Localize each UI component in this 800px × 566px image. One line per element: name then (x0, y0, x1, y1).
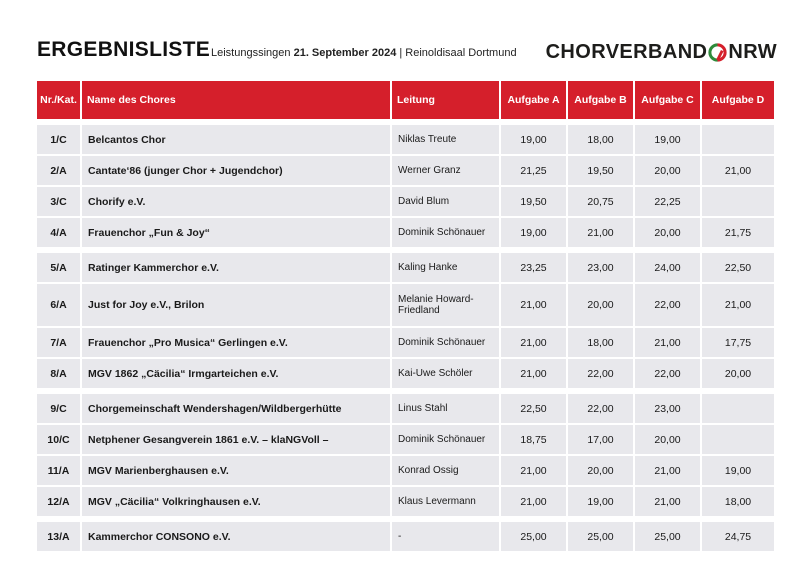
cell-aufgabe-b: 22,00 (568, 359, 635, 394)
cell-leitung: Dominik Schönauer (392, 218, 501, 253)
cell-choir-name: Frauenchor „Pro Musica“ Gerlingen e.V. (82, 328, 392, 359)
cell-aufgabe-a: 23,25 (501, 253, 568, 284)
cell-aufgabe-b: 18,00 (568, 119, 635, 156)
cell-aufgabe-c: 21,00 (635, 328, 702, 359)
cell-leitung: - (392, 522, 501, 553)
col-header-aufgabe-a: Aufgabe A (501, 81, 568, 119)
cell-choir-name: Cantate‘86 (junger Chor + Jugendchor) (82, 156, 392, 187)
cell-nr: 3/C (37, 187, 82, 218)
cell-aufgabe-a: 25,00 (501, 522, 568, 553)
cell-choir-name: MGV 1862 „Cäcilia“ Irmgarteichen e.V. (82, 359, 392, 394)
cell-aufgabe-c: 22,25 (635, 187, 702, 218)
event-name: Leistungssingen (211, 47, 291, 59)
cell-nr: 8/A (37, 359, 82, 394)
cell-choir-name: Frauenchor „Fun & Joy“ (82, 218, 392, 253)
cell-aufgabe-a: 21,25 (501, 156, 568, 187)
cell-nr: 6/A (37, 284, 82, 328)
header (37, 38, 777, 72)
cell-aufgabe-b: 18,00 (568, 328, 635, 359)
col-header-name: Name des Chores (82, 81, 392, 119)
col-header-aufgabe-c: Aufgabe C (635, 81, 702, 119)
cell-aufgabe-b: 21,00 (568, 218, 635, 253)
cell-aufgabe-b: 23,00 (568, 253, 635, 284)
table-row (37, 156, 774, 187)
cell-aufgabe-c: 25,00 (635, 522, 702, 553)
event-date: 21. September 2024 (293, 47, 397, 59)
page-subtitle (211, 47, 517, 59)
cell-aufgabe-d (702, 187, 774, 218)
cell-aufgabe-c: 21,00 (635, 487, 702, 522)
cell-aufgabe-a: 21,00 (501, 284, 568, 328)
cell-aufgabe-c: 22,00 (635, 284, 702, 328)
cell-aufgabe-d: 24,75 (702, 522, 774, 553)
cell-aufgabe-b: 20,00 (568, 456, 635, 487)
table-row (37, 119, 774, 156)
table-body (37, 119, 774, 553)
cell-leitung: David Blum (392, 187, 501, 218)
cell-aufgabe-a: 19,00 (501, 119, 568, 156)
col-header-nr: Nr./Kat. (37, 81, 82, 119)
cell-leitung: Kaling Hanke (392, 253, 501, 284)
cell-leitung: Niklas Treute (392, 119, 501, 156)
cell-leitung: Kai-Uwe Schöler (392, 359, 501, 394)
logo-ring-icon (708, 43, 727, 62)
cell-leitung: Konrad Ossig (392, 456, 501, 487)
cell-aufgabe-a: 19,50 (501, 187, 568, 218)
table-row (37, 359, 774, 394)
col-header-aufgabe-b: Aufgabe B (568, 81, 635, 119)
cell-leitung: Linus Stahl (392, 394, 501, 425)
table-row (37, 456, 774, 487)
logo-text-right: NRW (728, 40, 777, 63)
cell-aufgabe-d (702, 425, 774, 456)
cell-choir-name: MGV „Cäcilia“ Volkringhausen e.V. (82, 487, 392, 522)
table-header-row (37, 81, 774, 119)
table-row (37, 425, 774, 456)
cell-aufgabe-b: 20,75 (568, 187, 635, 218)
cell-aufgabe-a: 21,00 (501, 487, 568, 522)
cell-aufgabe-a: 21,00 (501, 456, 568, 487)
table-row (37, 253, 774, 284)
table-row (37, 218, 774, 253)
logo-text-left: CHORVERBAND (545, 40, 708, 63)
cell-aufgabe-d (702, 119, 774, 156)
cell-choir-name: MGV Marienberghausen e.V. (82, 456, 392, 487)
cell-aufgabe-d (702, 394, 774, 425)
cell-choir-name: Ratinger Kammerchor e.V. (82, 253, 392, 284)
cell-aufgabe-a: 19,00 (501, 218, 568, 253)
table-row (37, 522, 774, 553)
table-row (37, 394, 774, 425)
cell-nr: 13/A (37, 522, 82, 553)
cell-nr: 1/C (37, 119, 82, 156)
cell-choir-name: Belcantos Chor (82, 119, 392, 156)
cell-aufgabe-c: 22,00 (635, 359, 702, 394)
cell-nr: 5/A (37, 253, 82, 284)
cell-aufgabe-b: 25,00 (568, 522, 635, 553)
cell-choir-name: Just for Joy e.V., Brilon (82, 284, 392, 328)
cell-aufgabe-d: 22,50 (702, 253, 774, 284)
cell-aufgabe-c: 20,00 (635, 218, 702, 253)
cell-leitung: Klaus Levermann (392, 487, 501, 522)
table-row (37, 487, 774, 522)
cell-aufgabe-c: 23,00 (635, 394, 702, 425)
cell-aufgabe-b: 19,00 (568, 487, 635, 522)
results-table (37, 81, 774, 553)
cell-choir-name: Kammerchor CONSONO e.V. (82, 522, 392, 553)
cell-nr: 4/A (37, 218, 82, 253)
cell-nr: 10/C (37, 425, 82, 456)
cell-leitung: Werner Granz (392, 156, 501, 187)
cell-aufgabe-d: 20,00 (702, 359, 774, 394)
col-header-leitung: Leitung (392, 81, 501, 119)
cell-choir-name: Netphener Gesangverein 1861 e.V. – klaNGVoll – (82, 425, 392, 456)
cell-leitung: Dominik Schönauer (392, 328, 501, 359)
chorverband-logo (546, 38, 777, 66)
cell-aufgabe-c: 21,00 (635, 456, 702, 487)
cell-aufgabe-d: 19,00 (702, 456, 774, 487)
cell-aufgabe-a: 21,00 (501, 328, 568, 359)
cell-aufgabe-b: 19,50 (568, 156, 635, 187)
cell-aufgabe-a: 21,00 (501, 359, 568, 394)
cell-aufgabe-b: 20,00 (568, 284, 635, 328)
cell-aufgabe-d: 21,00 (702, 156, 774, 187)
cell-aufgabe-b: 17,00 (568, 425, 635, 456)
cell-aufgabe-c: 20,00 (635, 156, 702, 187)
table-row (37, 284, 774, 328)
cell-nr: 2/A (37, 156, 82, 187)
event-venue: Reinoldisaal Dortmund (405, 47, 517, 59)
cell-aufgabe-d: 18,00 (702, 487, 774, 522)
cell-choir-name: Chorify e.V. (82, 187, 392, 218)
cell-aufgabe-a: 22,50 (501, 394, 568, 425)
page-title: ERGEBNISLISTE (37, 38, 211, 61)
cell-nr: 12/A (37, 487, 82, 522)
col-header-aufgabe-d: Aufgabe D (702, 81, 774, 119)
cell-aufgabe-c: 19,00 (635, 119, 702, 156)
table-row (37, 187, 774, 218)
cell-choir-name: Chorgemeinschaft Wendershagen/Wildbergerhütte (82, 394, 392, 425)
cell-leitung: Dominik Schönauer (392, 425, 501, 456)
cell-nr: 11/A (37, 456, 82, 487)
cell-aufgabe-d: 17,75 (702, 328, 774, 359)
cell-leitung: Melanie Howard-Friedland (392, 284, 501, 328)
subtitle-separator: | (399, 47, 403, 59)
cell-aufgabe-b: 22,00 (568, 394, 635, 425)
cell-aufgabe-c: 20,00 (635, 425, 702, 456)
cell-aufgabe-a: 18,75 (501, 425, 568, 456)
cell-nr: 7/A (37, 328, 82, 359)
cell-nr: 9/C (37, 394, 82, 425)
cell-aufgabe-d: 21,00 (702, 284, 774, 328)
cell-aufgabe-d: 21,75 (702, 218, 774, 253)
table-row (37, 328, 774, 359)
cell-aufgabe-c: 24,00 (635, 253, 702, 284)
